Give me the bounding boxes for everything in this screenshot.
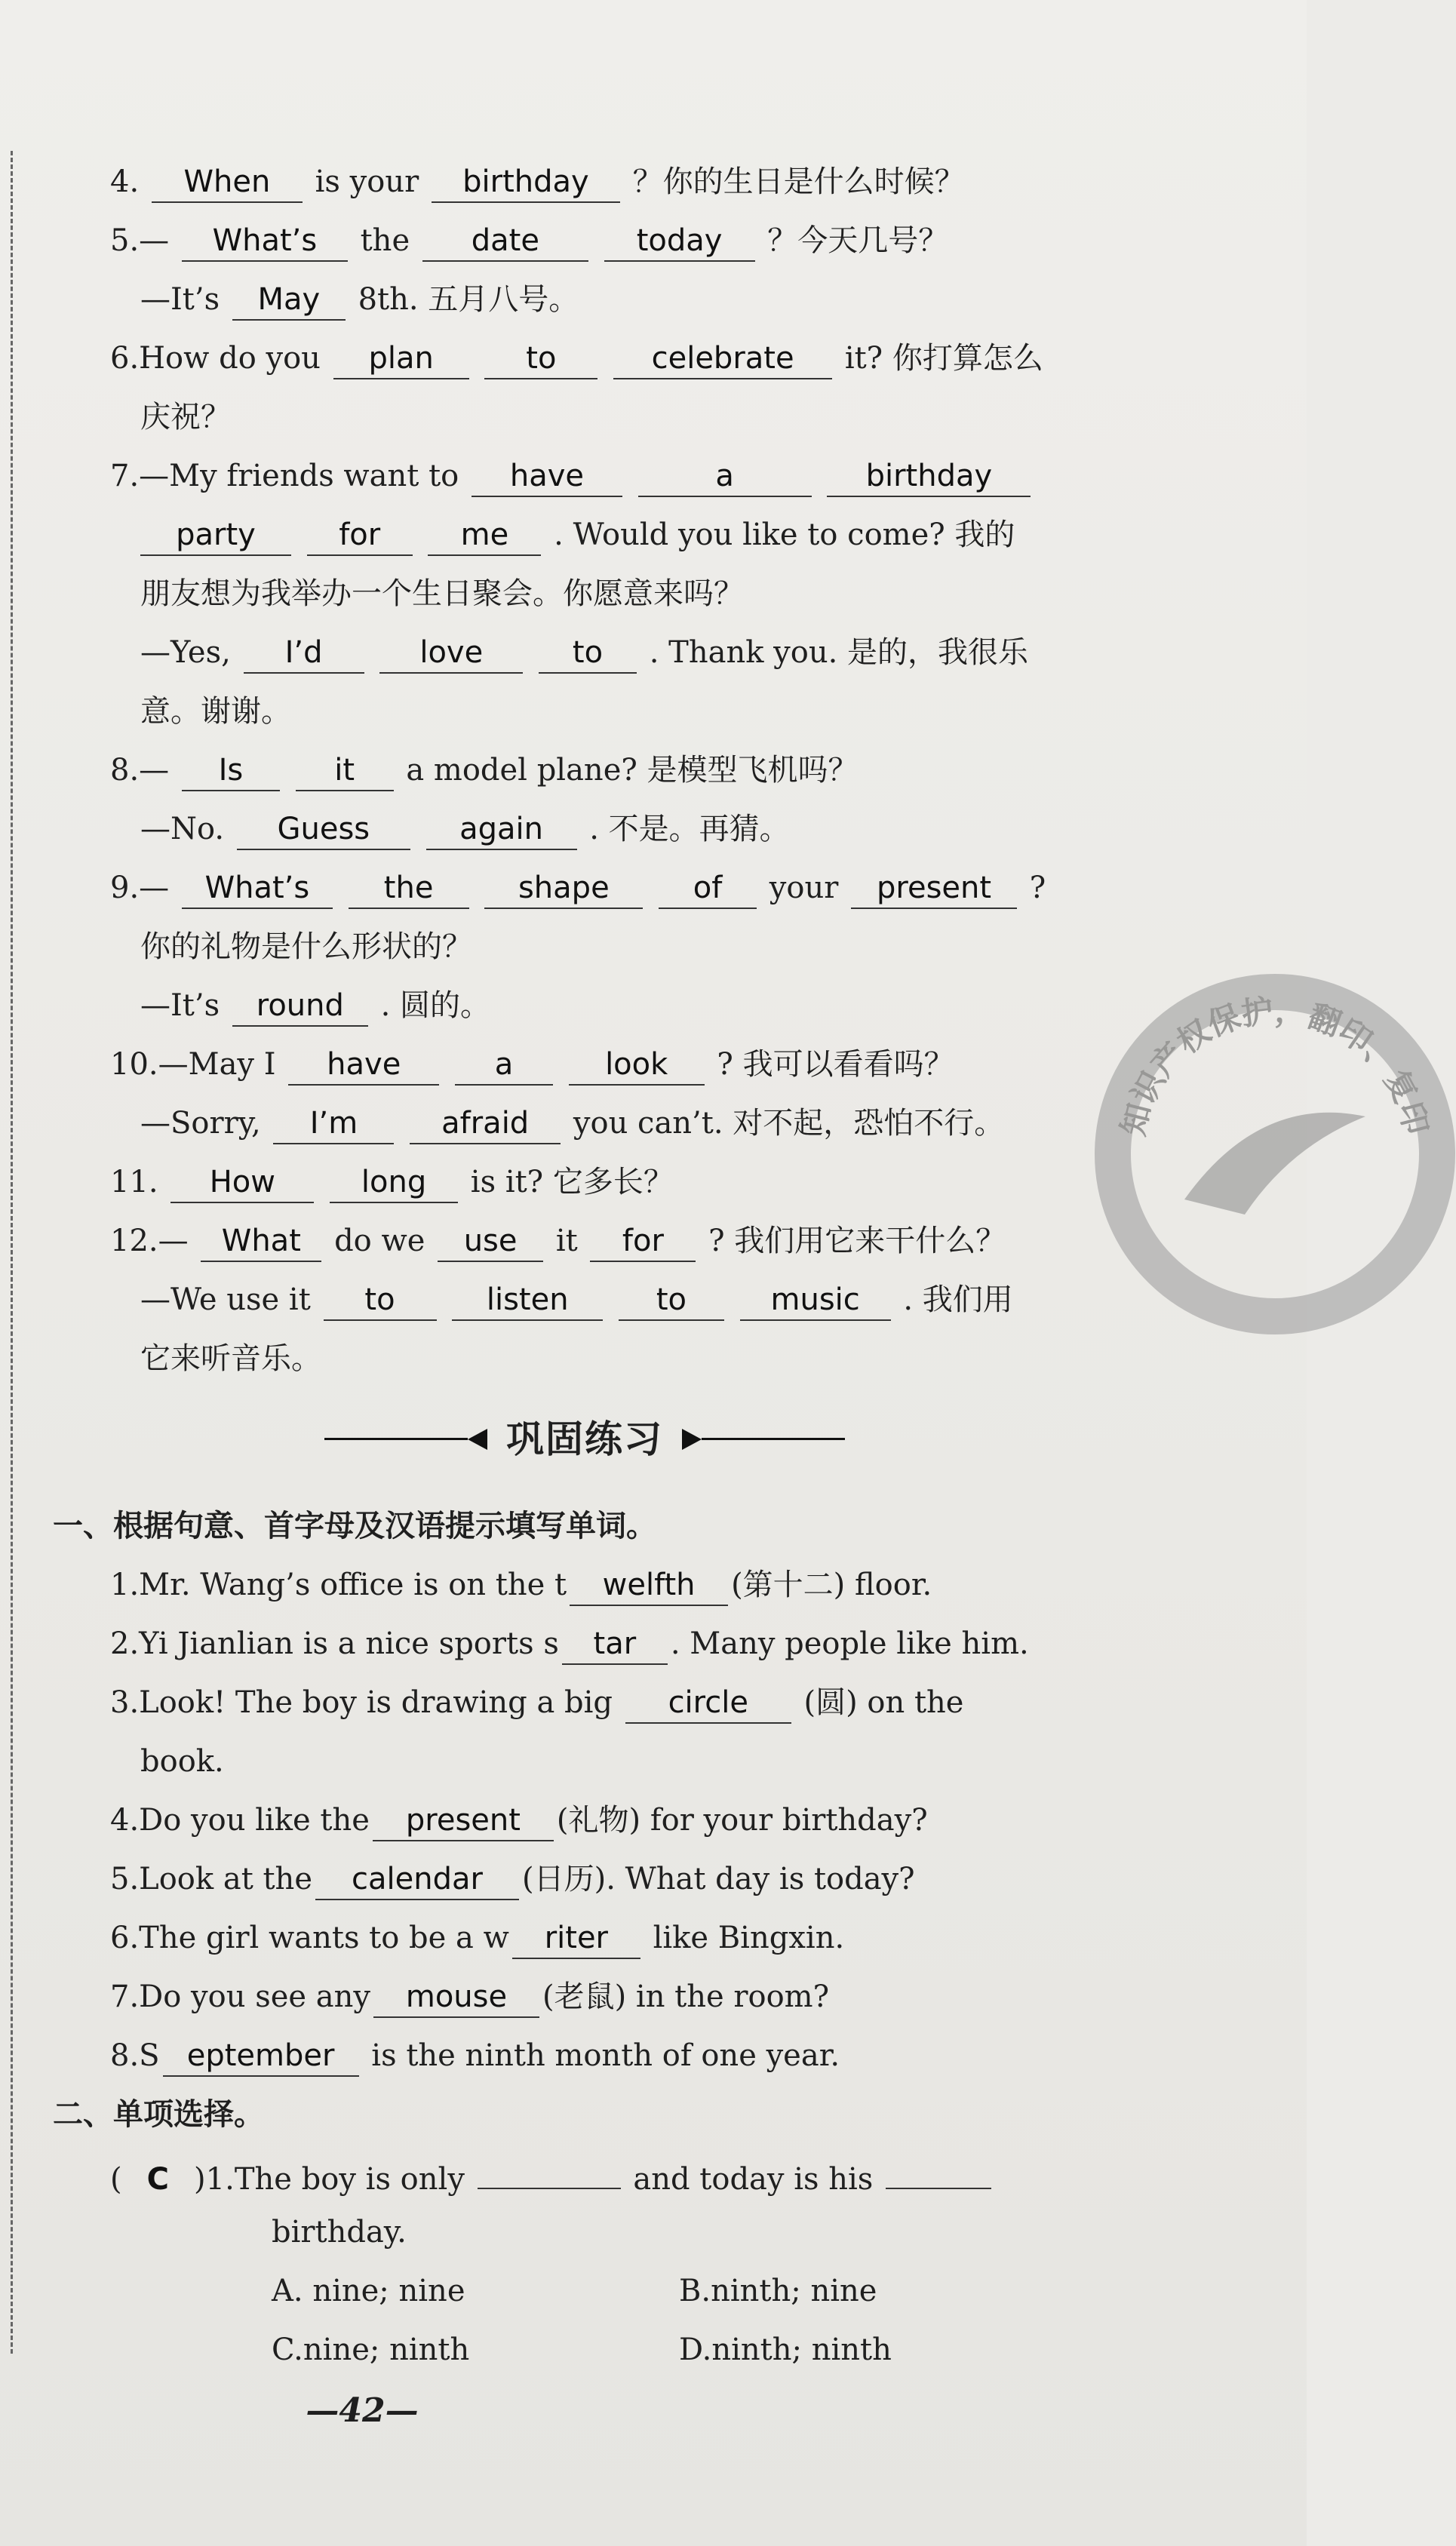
answer-blank: calendar: [315, 1857, 519, 1900]
question-text: do we: [334, 1224, 425, 1258]
item-text: is the ninth month of one year.: [371, 2038, 840, 2073]
item-text: (日历). What day is today?: [522, 1862, 915, 1896]
reply-text: —It’s: [140, 282, 220, 317]
page-number: —42—: [306, 2391, 419, 2430]
item-text: 4.Do you like the: [110, 1803, 370, 1838]
answer-blank: When: [152, 159, 303, 203]
item-text: 2.Yi Jianlian is a nice sports s: [110, 1626, 559, 1661]
answer-blank: love: [379, 630, 523, 674]
answer-blank: to: [484, 336, 597, 379]
item-text: (第十二) floor.: [731, 1568, 932, 1602]
banner-arrow-right-icon: [682, 1429, 702, 1450]
reply-text: —We use it: [140, 1282, 311, 1317]
answer-blank: have: [472, 453, 622, 497]
item-text: 6.The girl wants to be a w: [110, 1921, 509, 1955]
answer-blank: for: [590, 1218, 696, 1262]
question-12: [110, 1213, 1006, 1269]
answer-blank: eptember: [163, 2033, 359, 2077]
answer-blank: circle: [625, 1680, 791, 1724]
answer-blank-empty: [478, 2145, 621, 2189]
question-5: [110, 213, 948, 269]
answer-blank: How: [170, 1159, 314, 1203]
answer-blank: Guess: [237, 806, 410, 850]
choice-options-row-1: [272, 2263, 877, 2319]
question-text: ? 我们用它来干什么？: [708, 1224, 1006, 1258]
question-7-cn: [110, 566, 744, 622]
answer-blank: it: [296, 748, 394, 791]
item-text: 3.Look! The boy is drawing a big: [110, 1685, 613, 1720]
question-7-reply-cont: [110, 683, 291, 739]
question-text: 庆祝？: [140, 400, 231, 435]
answer-blank: welfth: [570, 1562, 728, 1606]
answer-blank: birthday: [432, 159, 620, 203]
question-number: 6.How do you: [110, 341, 321, 376]
reply-text: . Thank you. 是的，我很乐: [649, 635, 1029, 670]
reply-text: 8th. 五月八号。: [358, 282, 579, 317]
answer-blank: round: [232, 983, 368, 1027]
item-text: (老鼠) in the room?: [542, 1979, 830, 2014]
question-text: ? 我可以看看吗？: [717, 1047, 954, 1082]
question-8: [110, 742, 859, 798]
question-number: 5.—: [110, 223, 170, 258]
answer-blank: to: [539, 630, 637, 674]
question-9-cn: [110, 919, 472, 975]
answer-paren: (: [110, 2162, 122, 2197]
answer-blank: me: [428, 512, 541, 556]
question-text: ？你的生日是什么时候？: [632, 164, 965, 199]
item-text: 7.Do you see any: [110, 1979, 370, 2014]
question-text: is your: [315, 164, 419, 199]
question-7: [110, 448, 1034, 504]
answer-blank-empty: [886, 2145, 991, 2189]
answer-blank: May: [232, 277, 346, 321]
answer-blank: date: [422, 218, 588, 262]
question-number: 11.: [110, 1165, 158, 1199]
section-2-title: 二、单项选择。: [53, 2097, 264, 2132]
answer-blank: present: [851, 865, 1017, 909]
question-text: and today is his: [633, 2162, 874, 2197]
answer-blank: look: [569, 1042, 705, 1086]
answer-blank: I’d: [244, 630, 364, 674]
fill-item-2: [110, 1616, 1029, 1672]
option-d: D.ninth; ninth: [679, 2333, 892, 2367]
fill-item-4: [110, 1792, 928, 1848]
answer-blank: party: [140, 512, 291, 556]
section-banner: [324, 1417, 845, 1462]
answer-blank: to: [324, 1277, 437, 1321]
answer-blank: again: [426, 806, 577, 850]
question-text: 你的礼物是什么形状的？: [140, 929, 472, 964]
item-text: (圆) on the: [803, 1685, 964, 1720]
answer-blank: riter: [512, 1915, 640, 1959]
reply-text: . 我们用: [903, 1282, 1013, 1317]
question-7-cont: [110, 507, 1015, 563]
question-text: your: [769, 871, 839, 905]
option-c: C.nine; ninth: [272, 2333, 470, 2367]
fill-item-7: [110, 1969, 829, 2025]
answer-blank: long: [330, 1159, 458, 1203]
item-text: like Bingxin.: [653, 1921, 845, 1955]
item-text: 5.Look at the: [110, 1862, 312, 1896]
answer-blank: to: [619, 1277, 724, 1321]
answer-blank: afraid: [410, 1101, 561, 1144]
stamp-text-path: 知识产权保护，翻印、复印: [1114, 991, 1436, 1140]
answer-blank: mouse: [373, 1974, 539, 2018]
question-text: birthday.: [272, 2215, 407, 2250]
answer-blank: Is: [182, 748, 280, 791]
reply-text: —Yes,: [140, 635, 231, 670]
answer-blank: What’s: [182, 218, 348, 262]
question-6-cont: [110, 389, 231, 445]
answer-blank: present: [373, 1798, 554, 1841]
fill-item-5: [110, 1851, 915, 1907]
answer-blank: celebrate: [613, 336, 832, 379]
question-7-reply: [140, 625, 1028, 680]
question-text: 1.The boy is only: [205, 2162, 465, 2197]
reply-text: 意。谢谢。: [140, 694, 291, 729]
question-5-reply: [140, 272, 579, 327]
question-6: [110, 330, 1043, 386]
answer-paren: ): [194, 2162, 206, 2197]
choice-options-row-2: [272, 2322, 892, 2378]
option-a: A. nine; nine: [272, 2274, 465, 2308]
reply-text: 它来听音乐。: [140, 1341, 321, 1376]
question-text: is it? 它多长？: [470, 1165, 674, 1199]
reply-text: you can’t. 对不起，恐怕不行。: [573, 1106, 1005, 1141]
reply-text: . 不是。再猜。: [589, 812, 790, 846]
answer-blank: of: [659, 865, 757, 909]
question-text: the: [360, 223, 410, 258]
answer-blank: music: [740, 1277, 891, 1321]
fill-item-1: [110, 1557, 932, 1613]
reply-text: —Sorry,: [140, 1106, 261, 1141]
answer-blank: have: [288, 1042, 439, 1086]
question-number: 9.—: [110, 871, 170, 905]
item-text: 1.Mr. Wang’s office is on the t: [110, 1568, 567, 1602]
question-number: 7.—My friends want to: [110, 459, 459, 493]
item-text: 8.S: [110, 2038, 160, 2073]
question-text: . Would you like to come? 我的: [554, 517, 1015, 552]
banner-arrow-left-icon: [468, 1429, 487, 1450]
question-text: it? 你打算怎么: [844, 341, 1043, 376]
answer-blank: tar: [562, 1621, 668, 1665]
option-b: B.ninth; nine: [679, 2274, 877, 2308]
answer-blank: What: [201, 1218, 321, 1262]
copyright-stamp: [1094, 973, 1456, 1335]
question-8-reply: [140, 801, 790, 857]
reply-text: —It’s: [140, 988, 220, 1023]
item-text: book.: [140, 1744, 224, 1779]
answer-blank: plan: [333, 336, 469, 379]
answer-blank: the: [349, 865, 469, 909]
question-9-reply: [140, 978, 490, 1033]
answer-blank: What’s: [182, 865, 333, 909]
question-10-reply: [140, 1095, 1004, 1151]
question-10: [110, 1037, 954, 1092]
reply-text: —No.: [140, 812, 225, 846]
question-number: 12.—: [110, 1224, 189, 1258]
answer-blank: shape: [484, 865, 643, 909]
question-4: [110, 154, 965, 210]
fill-item-6: [110, 1910, 844, 1966]
question-11: [110, 1154, 674, 1210]
question-text: 朋友想为我举办一个生日聚会。你愿意来吗？: [140, 576, 744, 611]
question-text: a model plane? 是模型飞机吗？: [406, 753, 859, 788]
banner-title: 巩固练习: [506, 1417, 663, 1461]
banner-rule-left: [324, 1438, 468, 1440]
question-text: it: [555, 1224, 578, 1258]
answer-blank: a: [638, 453, 812, 497]
answer-blank: today: [604, 218, 755, 262]
reply-text: . 圆的。: [380, 988, 490, 1023]
answer-blank: for: [307, 512, 413, 556]
fill-item-3-cont: [110, 1734, 224, 1789]
question-12-reply: [140, 1272, 1013, 1328]
question-number: 4.: [110, 164, 140, 199]
choice-answer: C: [146, 2162, 169, 2197]
section-1-title: 一、根据句意、首字母及汉语提示填写单词。: [53, 1509, 656, 1543]
fill-item-8: [110, 2028, 840, 2084]
question-text: ?: [1029, 871, 1046, 905]
item-text: (礼物) for your birthday?: [556, 1803, 928, 1838]
answer-blank: birthday: [827, 453, 1031, 497]
answer-blank: use: [438, 1218, 543, 1262]
answer-blank: listen: [452, 1277, 603, 1321]
choice-question-1: [110, 2145, 994, 2201]
question-12-reply-cont: [110, 1331, 321, 1387]
question-9: [110, 860, 1046, 916]
banner-rule-right: [702, 1438, 845, 1440]
answer-blank: a: [455, 1042, 553, 1086]
stamp-emblem-icon: [1184, 1113, 1365, 1215]
question-number: 8.—: [110, 753, 170, 788]
question-number: 10.—May I: [110, 1047, 276, 1082]
fill-item-3: [110, 1675, 963, 1731]
question-text: ？今天几号？: [767, 223, 949, 258]
item-text: . Many people like him.: [670, 1626, 1029, 1661]
binding-margin-line: [11, 151, 13, 2354]
answer-blank: I’m: [273, 1101, 394, 1144]
choice-question-1-cont: [272, 2204, 407, 2260]
